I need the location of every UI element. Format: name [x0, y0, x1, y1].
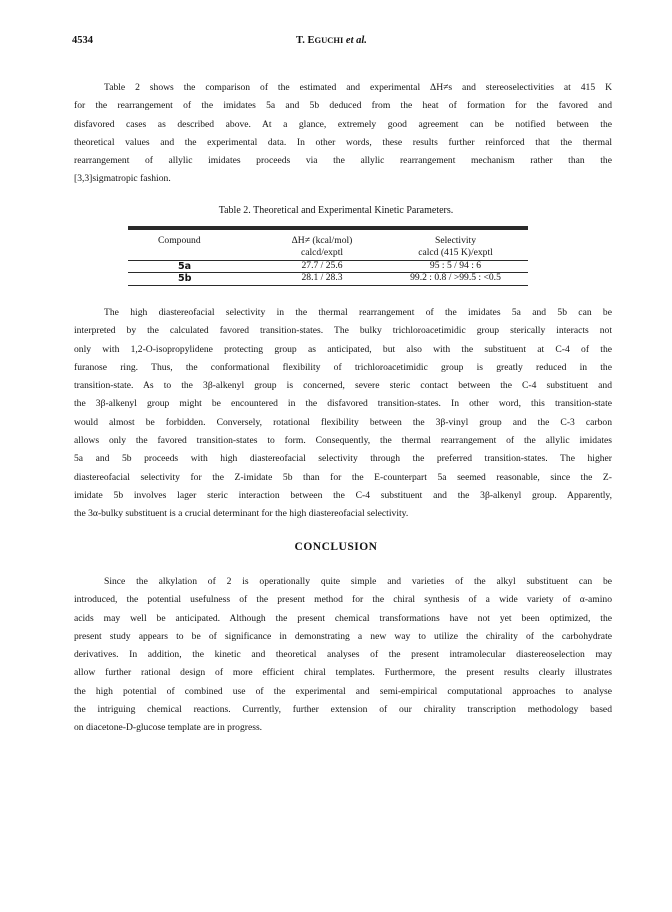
paragraph-table-intro — [74, 79, 612, 189]
text-line: the intriguing chemical reactions. Currently, further extension of our chirality transcription methodology based — [74, 704, 612, 716]
text-line: the high potential of combined use of the experimental and semi-empirical computational approaches to analyse — [74, 685, 612, 697]
table-cell-selectivity: 99.2 : 0.8 / >99.5 : <0.5 — [410, 272, 501, 283]
table-bottom-rule — [128, 285, 528, 286]
table-top-rule — [128, 226, 528, 230]
text-line: the 3α-bulky substituent is a crucial determinant for the high diastereofacial selectivity. — [74, 508, 409, 520]
table-header-compound: Compound — [158, 235, 201, 246]
section-heading-conclusion: CONCLUSION — [294, 541, 378, 553]
text-line: interpreted by the calculated favored transition-states. The bulky trichloroacetimidic group sterically interacts not — [74, 325, 612, 337]
text-line: imidate 5b involves lager steric interaction between the C-4 substituent and the 3β-alkenyl group. Apparently, — [74, 489, 612, 501]
text-line: transition-state. As to the 3β-alkenyl group is concerned, severe steric contact between the C-4 substituent and — [74, 380, 612, 392]
page-number: 4534 — [72, 35, 93, 46]
text-line: acids may well be anticipated. Although the present chemical transformations have not yet been optimized, the — [74, 612, 612, 624]
text-line: the 3β-alkenyl group might be encountered in the disfavored transition-states. In other word, this transition-state — [74, 398, 612, 410]
text-line: Table 2 shows the comparison of the estimated and experimental ΔH≠s and stereoselectivities at 415 K — [104, 82, 612, 93]
table-caption: Table 2. Theoretical and Experimental Kinetic Parameters. — [218, 205, 454, 216]
text-line: introduced, the potential usefulness of the present method for the chiral synthesis of a wide variety of α-amino — [74, 594, 612, 606]
text-line: allows only the favored transition-states to form. Consequently, the thermal rearrangement of the allylic imidates — [74, 435, 612, 447]
text-line: The high diastereofacial selectivity in the thermal rearrangement of the imidates 5a and 5b can be — [104, 307, 612, 318]
table-header-dh: ΔH≠ (kcal/mol) — [291, 235, 353, 246]
paragraph-selectivity-discussion — [74, 304, 612, 524]
text-line: allow further rational design of more efficient chiral templates. Furthermore, the present results clearly illustrates — [74, 667, 612, 679]
table-subheader-dh: calcd/exptl — [300, 247, 344, 258]
table-cell-selectivity: 95 : 5 / 94 : 6 — [429, 260, 482, 271]
table-cell-dh: 27.7 / 25.6 — [301, 260, 343, 271]
table-cell-dh: 28.1 / 28.3 — [301, 272, 343, 283]
text-line: would almost be forbidden. Conversely, rotational flexibility between the 3β-vinyl group and the C-3 carbon — [74, 416, 612, 428]
table-cell-compound: 5a — [178, 261, 192, 272]
text-line: [3,3]sigmatropic fashion. — [74, 173, 171, 185]
text-line: on diacetone-D-glucose template are in progress. — [74, 722, 263, 734]
text-line: only with 1,2-O-isopropylidene protecting group as anticipated, but also with the substituent at C-4 of the — [74, 343, 612, 355]
text-line: rearrangement of allylic imidates proceeds via the allylic rearrangement mechanism rather than the — [74, 155, 612, 167]
paragraph-conclusion — [74, 573, 612, 738]
text-line: derivatives. In addition, the kinetic and theoretical analyses of the present intramolecular diastereoselection may — [74, 649, 612, 661]
text-line: present study appears to be of significance in demonstrating a new way to utilize the chirality of the carbohydrate — [74, 630, 612, 642]
text-line: disfavored cases as described above. At a glance, extremely good agreement can be notified between the — [74, 118, 612, 130]
table-header-selectivity: Selectivity — [434, 235, 477, 246]
running-header-author: T. EGUCHI et al. — [296, 35, 367, 46]
table-subheader-selectivity: calcd (415 K)/exptl — [418, 247, 493, 258]
text-line: diastereofacial selectivity for the Z-imidate 5b than for the E-counterpart 5a seemed reasonable, since the Z- — [74, 471, 612, 483]
text-line: for the rearrangement of the imidates 5a and 5b deduced from the heat of formation for the favored and — [74, 100, 612, 112]
table-cell-compound: 5b — [178, 273, 192, 284]
text-line: theoretical values and the experimental data. In other words, these results further reinforced that the thermal — [74, 136, 612, 148]
text-line: 5a and 5b proceeds with high diastereofacial selectivity through the preferred transition-states. The higher — [74, 453, 612, 465]
text-line: furanose ring. Thus, the conformational flexibility of trichloroacetimidic group is greatly reduced in the — [74, 361, 612, 373]
text-line: Since the alkylation of 2 is operationally quite simple and varieties of the alkyl substituent can be — [104, 576, 612, 587]
